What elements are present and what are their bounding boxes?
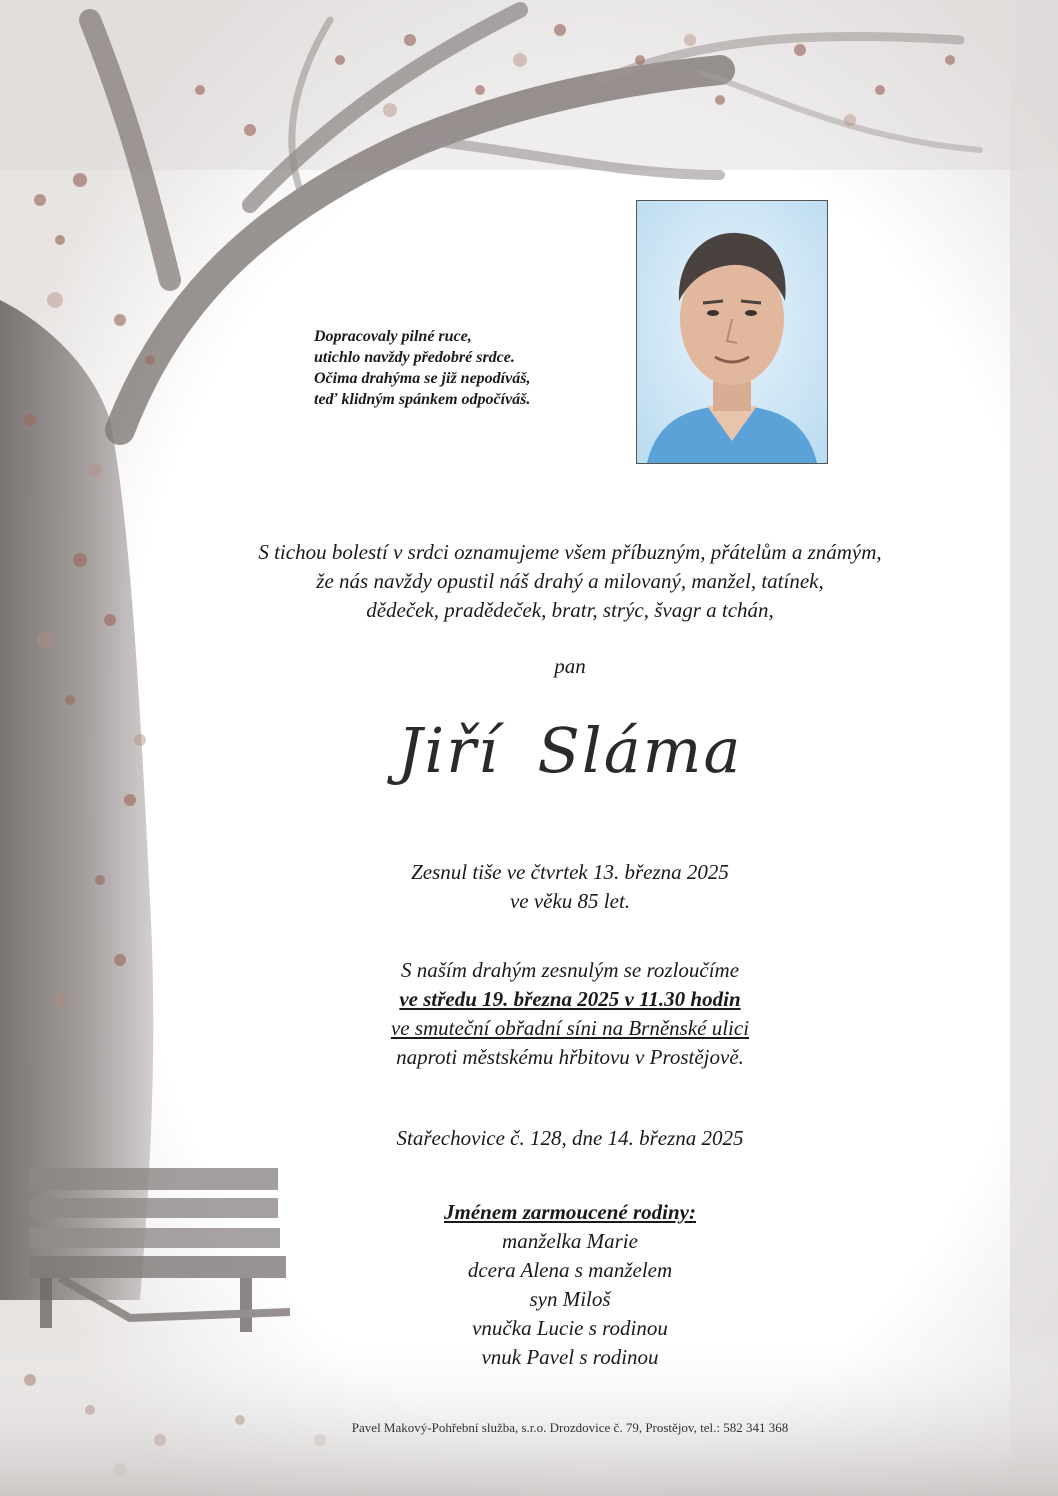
portrait-illustration (637, 201, 827, 463)
death-info (190, 858, 950, 916)
place-and-date: Stařechovice č. 128, dne 14. března 2025 (396, 1126, 744, 1150)
death-age: ve věku 85 let. (509, 889, 631, 913)
family-member: vnučka Lucie s rodinou (472, 1316, 668, 1340)
memorial-poem (314, 326, 614, 410)
family-member: manželka Marie (502, 1229, 638, 1253)
announcement-text (190, 538, 950, 625)
ceremony-intro: S naším drahým zesnulým se rozloučíme (400, 958, 740, 982)
salutation: pan (554, 654, 586, 678)
portrait-photo (636, 200, 828, 464)
family-member: syn Miloš (529, 1287, 611, 1311)
ceremony-info (190, 956, 950, 1072)
family-signature (190, 1198, 950, 1372)
poem-line: utichlo navždy předobré srdce. (314, 349, 515, 366)
deceased-name: Jiří Sláma (397, 714, 743, 787)
announcement-line: že nás navždy opustil náš drahý a milovaný, manžel, tatínek, (316, 569, 824, 593)
funeral-service-footer: Pavel Makový-Pohřební služba, s.r.o. Drozdovice č. 79, Prostějov, tel.: 582 341 368 (351, 1420, 789, 1435)
poem-line: Dopracovaly pilné ruce, (314, 328, 472, 345)
announcement-line: S tichou bolestí v srdci oznamujeme všem příbuzným, přátelům a známým, (258, 540, 882, 564)
announcement-line: dědeček, pradědeček, bratr, strýc, švagr a tchán, (366, 598, 774, 622)
ceremony-datetime: ve středu 19. března 2025 v 11.30 hodin (399, 987, 741, 1011)
death-date: Zesnul tiše ve čtvrtek 13. března 2025 (411, 860, 729, 884)
ceremony-venue: ve smuteční obřadní síni na Brněnské ulici (390, 1016, 750, 1040)
family-member: vnuk Pavel s rodinou (481, 1345, 659, 1369)
poem-line: Očima drahýma se již nepodíváš, (314, 370, 531, 387)
ceremony-location: naproti městskému hřbitovu v Prostějově. (396, 1045, 744, 1069)
poem-line: teď klidným spánkem odpočíváš. (314, 391, 531, 408)
family-heading: Jménem zarmoucené rodiny: (444, 1200, 696, 1224)
family-member: dcera Alena s manželem (467, 1258, 673, 1282)
